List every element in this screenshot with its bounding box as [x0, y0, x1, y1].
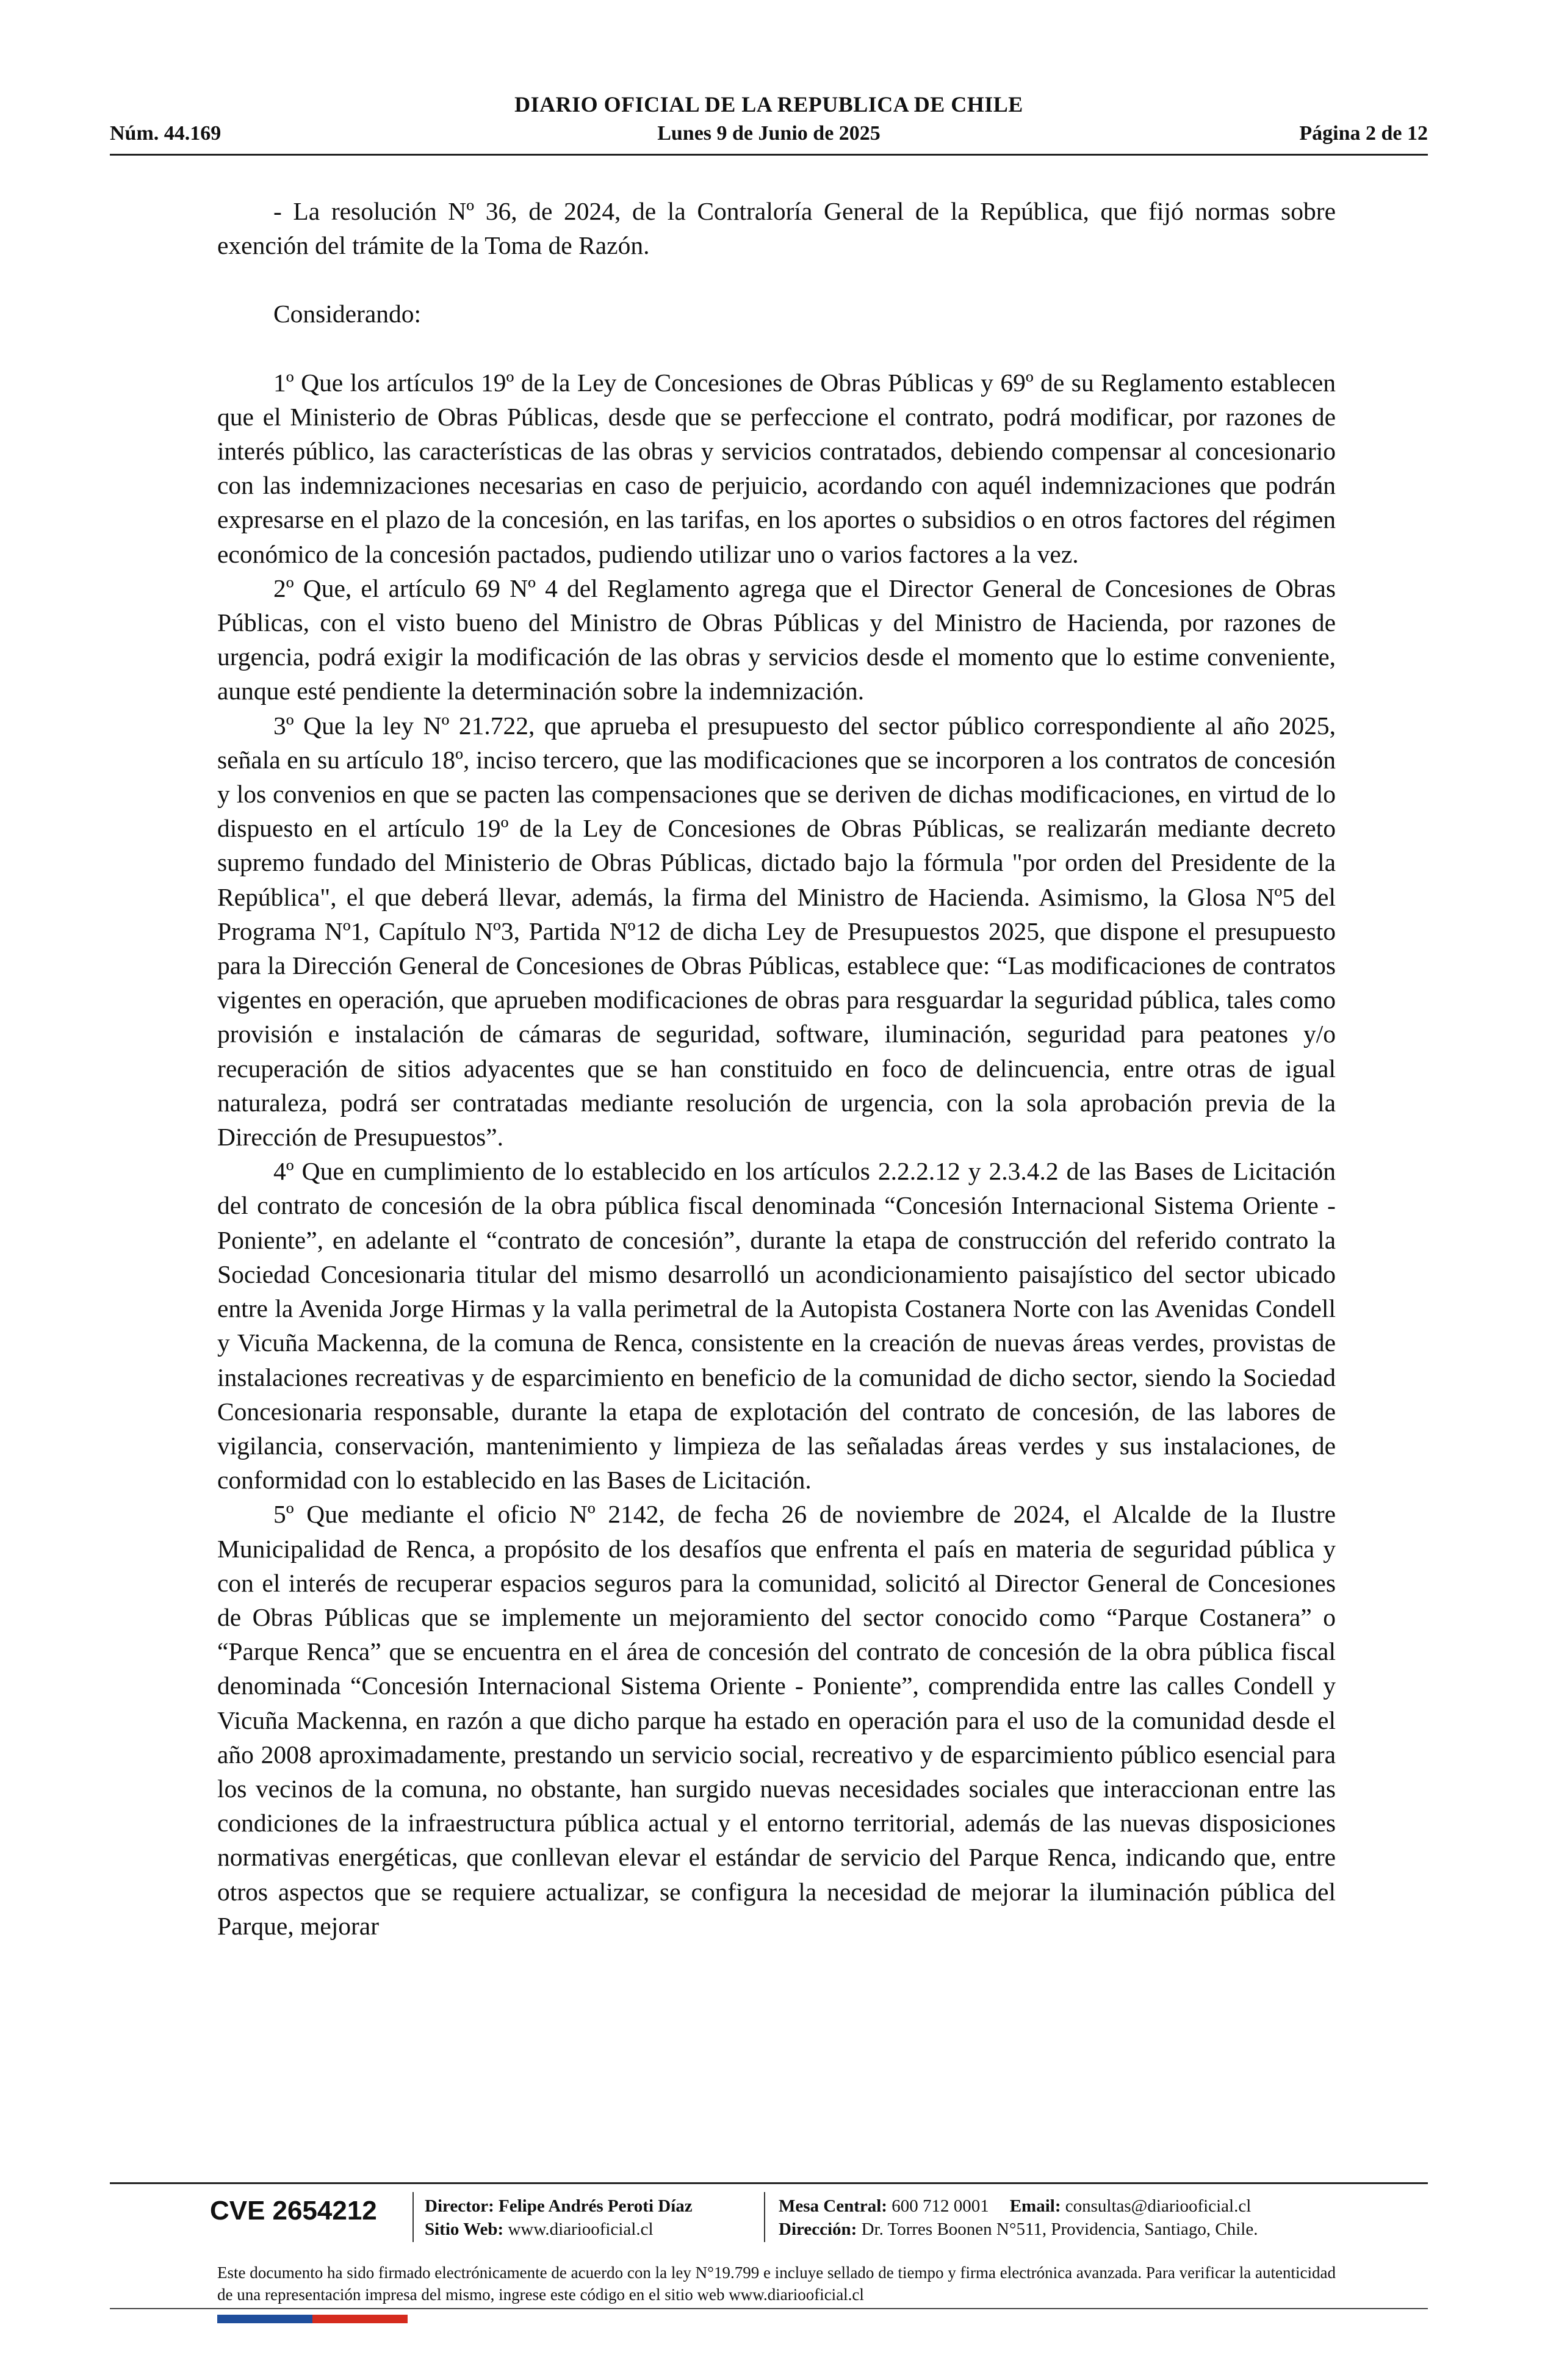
paragraph-considerando: Considerando: — [273, 300, 422, 328]
page-number: Página 2 de 12 — [1299, 122, 1428, 145]
paragraph-1: 1º Que los artículos 19º de la Ley de Concesiones de Obras Públicas y 69º de su Reglamento establecen que el Ministerio de Obras Públicas, desde que se perfeccione el contrato, podrá modificar, por razones de interés público, las características de las obras y servicios contratados, debiendo compensar al concesionario con las indemnizaciones necesarias en caso de perjuicio, acordando con aquél indemnizaciones que podrán expresarse en el plazo de la concesión, en las tarifas, en los aportes o subsidios o en otros factores del régimen económico de la concesión pactados, pudiendo utilizar uno o varios factores a la vez. — [217, 368, 1336, 568]
cve-code: 2654212 — [272, 2196, 377, 2226]
page-header — [110, 92, 1428, 159]
chile-flag-stripe — [217, 2315, 408, 2323]
address-label: Dirección: — [779, 2220, 857, 2239]
footer-separator-1 — [412, 2192, 414, 2242]
paragraph-3: 3º Que la ley Nº 21.722, que aprueba el presupuesto del sector público correspondiente al año 2025, señala en su artículo 18º, inciso tercero, que las modificaciones que se incorporen a los contratos de concesión y los convenios en que se pacten las compensaciones que se deriven de dichas modificaciones, en virtud de lo dispuesto en el artículo 19º de la Ley de Concesiones de Obras Públicas, se realizarán mediante decreto supremo fundado del Ministerio de Obras Públicas, dictado bajo la fórmula "por orden del Presidente de la República", el que deberá llevar, además, la firma del Ministro de Hacienda. Asimismo, la Glosa Nº5 del Programa Nº1, Capítulo Nº3, Partida Nº12 de dicha Ley de Presupuestos 2025, que dispone el presupuesto para la Dirección General de Concesiones de Obras Públicas, establece que: “Las modificaciones de contratos vigentes en operación, que aprueben modificaciones de obras para resguardar la seguridad pública, tales como provisión e instalación de cámaras de seguridad, software, iluminación, seguridad para peatones y/o recuperación de sitios adyacentes que se han constituido en foco de delincuencia, entre otras de igual naturaleza, podrá ser contratadas mediante resolución de urgencia, con la sola aprobación previa de la Dirección de Presupuestos”. — [217, 711, 1336, 1152]
cve-code-block — [210, 2196, 377, 2226]
footer-separator-2 — [764, 2192, 765, 2242]
footer-divider-bottom — [110, 2308, 1428, 2309]
header-divider — [110, 154, 1428, 156]
paragraph-resolucion: - La resolución Nº 36, de 2024, de la Contraloría General de la República, que fijó normas sobre exención del trámite de la Toma de Razón. — [217, 197, 1336, 260]
director-name: Felipe Andrés Peroti Díaz — [499, 2196, 693, 2216]
paragraph-2: 2º Que, el artículo 69 Nº 4 del Reglamento agrega que el Director General de Concesiones de Obras Públicas, con el visto bueno del Ministro de Obras Públicas y del Ministro de Hacienda, por razones de urgencia, podrá exigir la modificación de las obras y servicios desde el momento que lo estime conveniente, aunque esté pendiente la determinación sobre la indemnización. — [217, 574, 1336, 705]
director-label: Director: — [425, 2196, 494, 2216]
footer-divider-top — [110, 2182, 1428, 2184]
email-label: Email: — [1009, 2196, 1061, 2216]
newspaper-title: DIARIO OFICIAL DE LA REPUBLICA DE CHILE — [514, 92, 1023, 117]
paragraph-5: 5º Que mediante el oficio Nº 2142, de fecha 26 de noviembre de 2024, el Alcalde de la Ilustre Municipalidad de Renca, a propósito de los desafíos que enfrenta el país en materia de seguridad pública y con el interés de recuperar espacios seguros para la comunidad, solicitó al Director General de Concesiones de Obras Públicas que se implemente un mejoramiento del sector conocido como “Parque Costanera” o “Parque Renca” que se encuentra en el área de concesión del contrato de concesión de la obra pública fiscal denominada “Concesión Internacional Sistema Oriente - Poniente”, comprendida entre las calles Condell y Vicuña Mackenna, en razón a que dicho parque ha estado en operación para el uso de la comunidad desde el año 2008 aproximadamente, prestando un servicio social, recreativo y de esparcimiento público esencial para los vecinos de la comuna, no obstante, han surgido nuevas necesidades sociales que interaccionan entre las condiciones de la infraestructura pública actual y el entorno territorial, además de las nuevas disposiciones normativas energéticas, que conllevan elevar el estándar de servicio del Parque Renca, indicando que, entre otros aspectos que se requiere actualizar, se configura la necesidad de mejorar la iluminación pública del Parque, mejorar — [217, 1500, 1336, 1940]
electronic-signature-notice: Este documento ha sido firmado electrónicamente de acuerdo con la ley N°19.799 e incluye sellado de tiempo y firma electrónica avanzada. Para verificar la autenticidad de una representación impresa del mismo, ingrese este código en el sitio web www.diariooficial.cl — [217, 2263, 1336, 2304]
address-value: Dr. Torres Boonen N°511, Providencia, Santiago, Chile. — [861, 2220, 1258, 2239]
issue-number: Núm. 44.169 — [110, 122, 222, 145]
mesa-label: Mesa Central: — [779, 2196, 887, 2216]
document-body — [217, 194, 1336, 1943]
email-link[interactable]: consultas@diariooficial.cl — [1065, 2196, 1252, 2216]
flag-red-segment — [312, 2315, 408, 2323]
footer-contact-block — [779, 2194, 1258, 2241]
website-link[interactable]: www.diariooficial.cl — [508, 2220, 654, 2239]
cve-label: CVE — [210, 2196, 265, 2226]
paragraph-4: 4º Que en cumplimiento de lo establecido en los artículos 2.2.2.12 y 2.3.4.2 de las Bases de Licitación del contrato de concesión de la obra pública fiscal denominada “Concesión Internacional Sistema Oriente - Poniente”, en adelante el “contrato de concesión”, durante la etapa de construcción del referido contrato la Sociedad Concesionaria titular del mismo desarrolló un acondicionamiento paisajístico del sector ubicado entre la Avenida Jorge Hirmas y la valla perimetral de la Autopista Costanera Norte con las Avenidas Condell y Vicuña Mackenna, de la comuna de Renca, consistente en la creación de nuevas áreas verdes, provistas de instalaciones recreativas y de esparcimiento en beneficio de la comunidad de dicho sector, siendo la Sociedad Concesionaria responsable, durante la etapa de explotación del contrato de concesión, de las labores de vigilancia, conservación, mantenimiento y limpieza de las señaladas áreas verdes y sus instalaciones, de conformidad con lo establecido en las Bases de Licitación. — [217, 1157, 1336, 1495]
mesa-phone: 600 712 0001 — [891, 2196, 989, 2216]
footer-director-block — [425, 2194, 693, 2241]
flag-blue-segment — [217, 2315, 312, 2323]
website-label: Sitio Web: — [425, 2220, 504, 2239]
issue-date: Lunes 9 de Junio de 2025 — [657, 122, 881, 145]
